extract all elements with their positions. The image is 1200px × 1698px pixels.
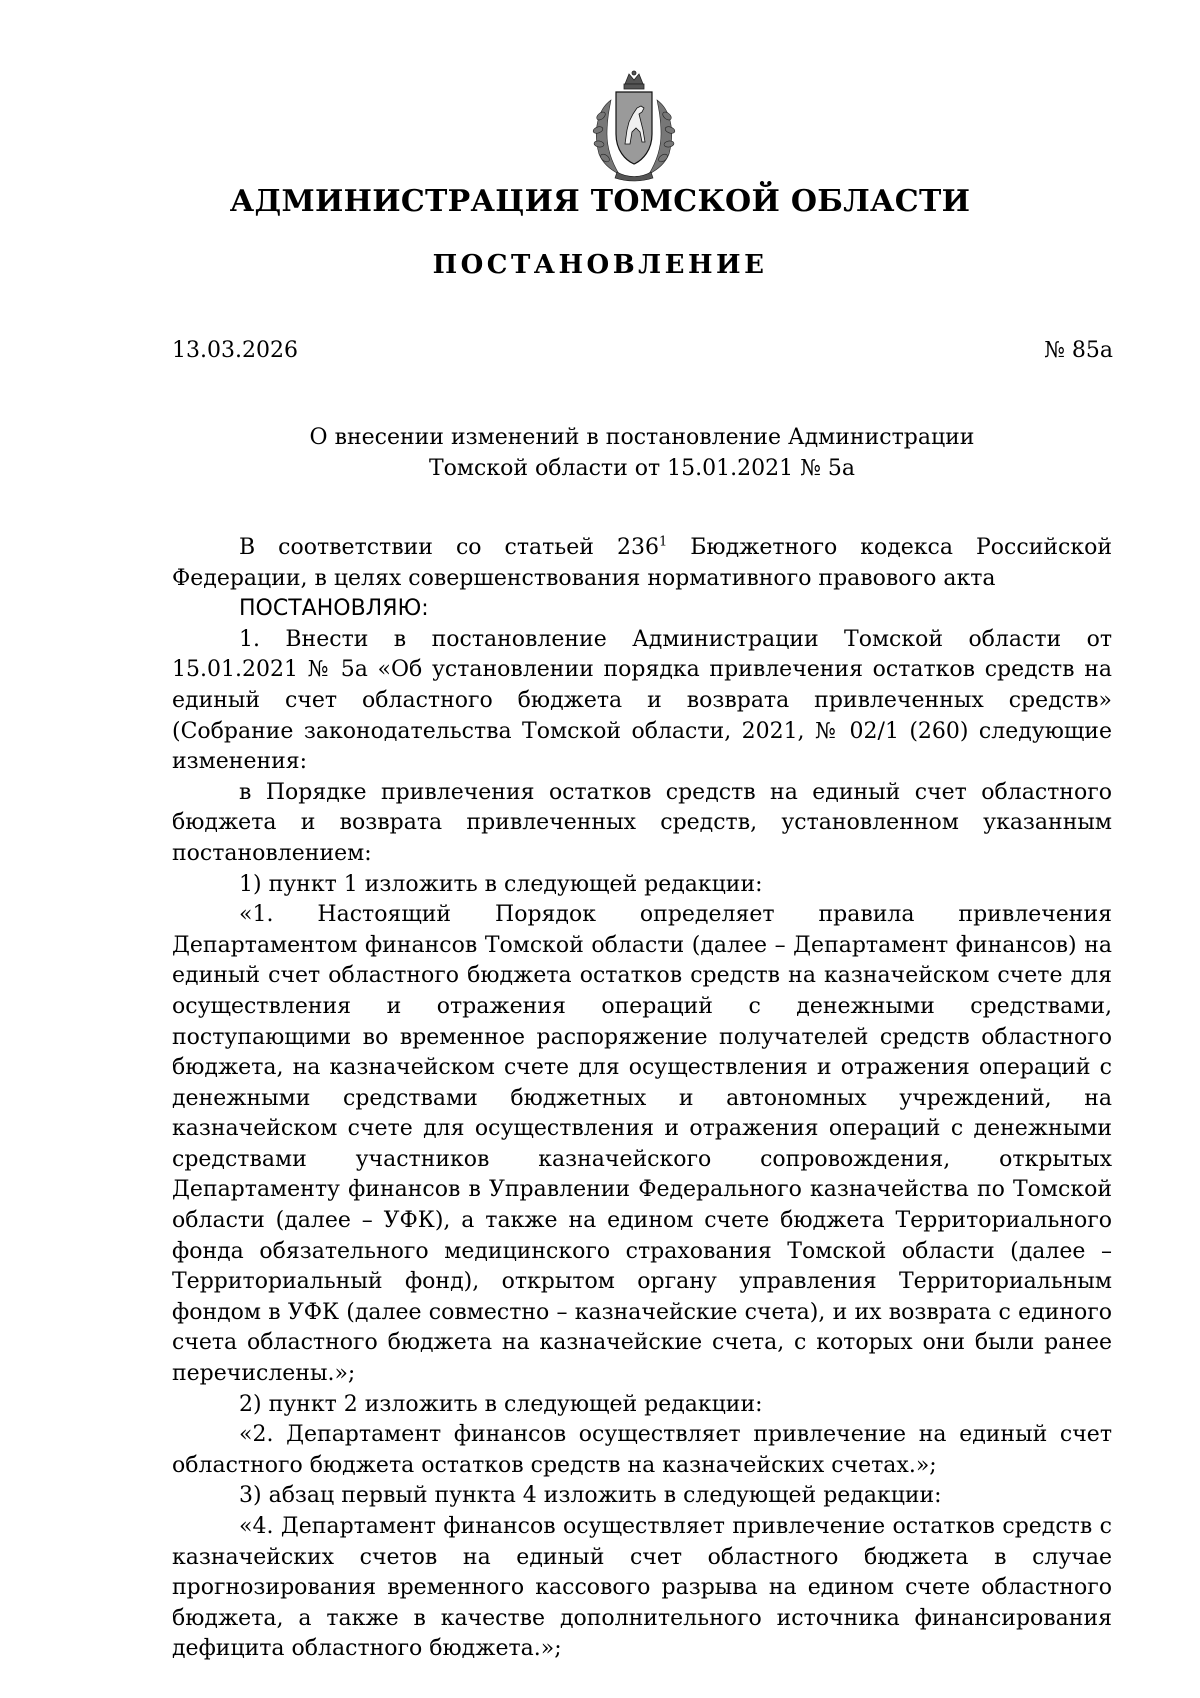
subject-line-2: Томской области от 15.01.2021 № 5а: [428, 456, 856, 481]
document-subject: [172, 422, 1112, 484]
coat-of-arms-icon: [589, 70, 679, 182]
document-body: [172, 533, 1112, 1665]
preamble-text-end: Бюджетного кодекса Российской Федерации, в целях совершенствования нормативного правового акта: [172, 535, 1112, 591]
organization-title: АДМИНИСТРАЦИЯ ТОМСКОЙ ОБЛАСТИ: [229, 184, 971, 219]
body-paragraph: «4. Департамент финансов осуществляет привлечение остатков средств с казначейских счетов на единый счет областного бюджета в случае прогнозирования временного кассового разрыва на едином счете областного бюджета, а также в качестве дополнительного источника финансирования дефицита областного бюджета.»;: [172, 1514, 1112, 1662]
document-number: № 85а: [1044, 338, 1113, 363]
body-paragraph: 1. Внести в постановление Администрации Томской области от 15.01.2021 № 5а «Об установлении порядка привлечения остатков средств на единый счет областного бюджета и возврата привлеченных средств» (Собрание законодательства Томской области, 2021, № 02/1 (260) следующие изменения:: [172, 626, 1112, 775]
body-paragraph: «2. Департамент финансов осуществляет привлечение на единый счет областного бюджета остатков средств на казначейских счетах.»;: [172, 1422, 1112, 1478]
preamble-paragraph: [172, 533, 1112, 594]
body-paragraph: 3) абзац первый пункта 4 изложить в следующей редакции:: [239, 1483, 942, 1509]
document-date: 13.03.2026: [172, 338, 298, 363]
body-paragraph: 1) пункт 1 изложить в следующей редакции:: [239, 871, 763, 897]
body-paragraph: «1. Настоящий Порядок определяет правила привлечения Департаментом финансов Томской области (далее – Департамент финансов) на единый счет областного бюджета остатков средств на казначейском счете для осуществления и отражения операций с денежными средствами, поступающими во временное распоряжение получателей средств областного бюджета, на казначейском счете для осуществления и отражения операций с денежными средствами бюджетных и автономных учреждений, на казначейском счете для осуществления и отражения операций с денежными средствами участников казначейского сопровождения, открытых Департаменту финансов в Управлении Федерального казначейства по Томской области (далее – УФК), а также на едином счете бюджета Территориального фонда обязательного медицинского страхования Томской области (далее – Территориальный фонд), открытом органу управления Территориальным фондом в УФК (далее совместно – казначейские счета), и их возврата с единого счета областного бюджета на казначейские счета, с которых они были ранее перечислены.»;: [172, 902, 1112, 1387]
decree-heading: ПОСТАНОВЛЯЮ:: [239, 596, 429, 622]
body-paragraph: 2) пункт 2 изложить в следующей редакции:: [239, 1391, 763, 1417]
body-paragraph: в Порядке привлечения остатков средств на единый счет областного бюджета и возврата привлеченных средств, установленном указанным постановлением:: [172, 779, 1112, 866]
article-superscript: 1: [658, 534, 668, 550]
subject-line-1: О внесении изменений в постановление Администрации: [309, 425, 975, 450]
document-type: ПОСТАНОВЛЕНИЕ: [432, 250, 768, 280]
preamble-text-start: В соответствии со статьей 236: [239, 535, 659, 560]
